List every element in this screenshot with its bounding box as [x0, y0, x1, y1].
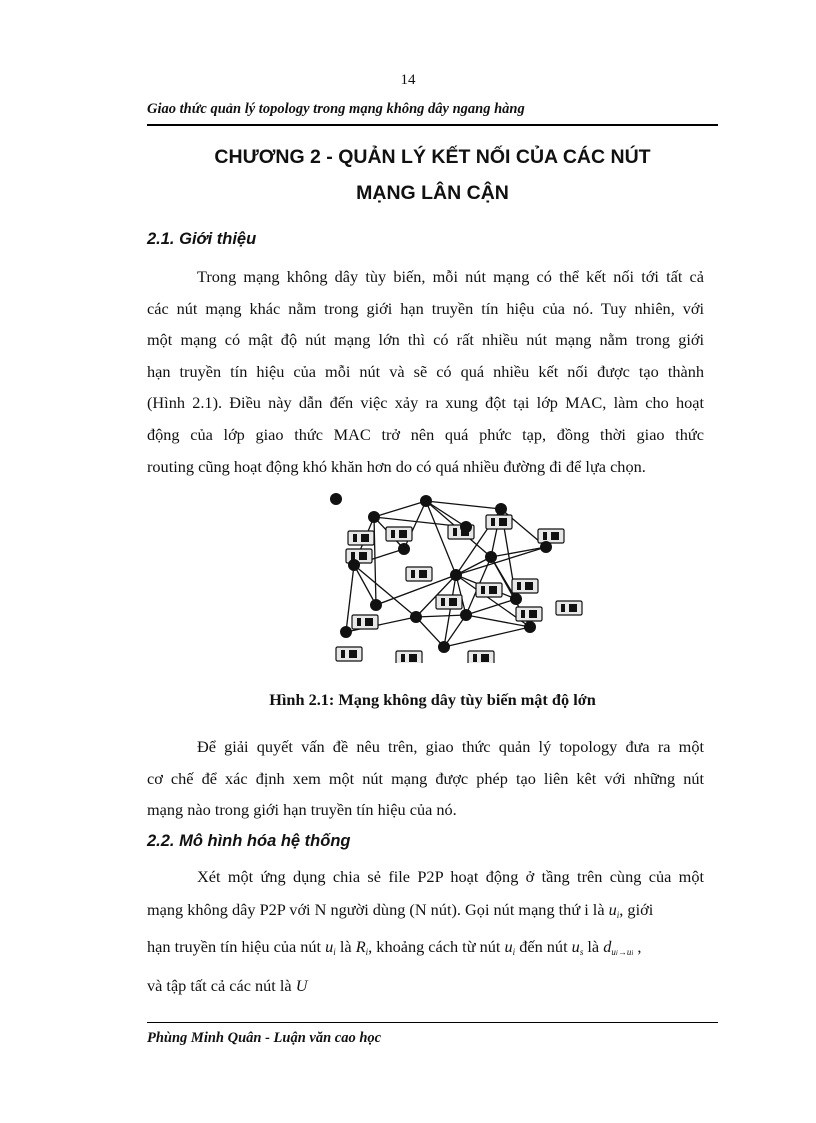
math-var: R — [355, 937, 366, 956]
network-hub — [370, 599, 382, 611]
section-heading-introduction: 2.1. Giới thiệu — [147, 230, 257, 248]
footer-text: Phùng Minh Quân - Luận văn cao học — [147, 1030, 382, 1046]
chapter-title — [147, 139, 718, 211]
paragraph-line — [147, 931, 704, 970]
text-run: là — [335, 937, 356, 956]
math-sub: i — [512, 947, 516, 957]
device-node — [396, 651, 422, 663]
math-var: u — [504, 937, 513, 956]
device-node — [556, 601, 582, 615]
network-hub — [340, 626, 352, 638]
network-hub — [450, 569, 462, 581]
math-sub-part: →u — [617, 947, 632, 957]
network-hub — [540, 541, 552, 553]
network-hub — [368, 511, 380, 523]
model-paragraph — [147, 861, 704, 1002]
header-rule — [147, 124, 718, 126]
math-var: U — [295, 975, 308, 995]
device-node — [512, 579, 538, 593]
math-var: u — [571, 937, 580, 956]
chapter-title-line2: MẠNG LÂN CẬN — [356, 182, 509, 204]
text-run: mạng không dây P2P với N người dùng (N nút). Gọi nút mạng thứ i là — [147, 899, 609, 919]
paragraph-line: routing cũng hoạt động khó khăn hơn do có quá nhiều đường đi để lựa chọn. — [147, 456, 646, 476]
network-diagram — [316, 487, 588, 663]
paragraph-line: động của lớp giao thức MAC trở nên quá phức tạp, đồng thời giao thức — [147, 424, 704, 444]
paragraph-line: hạn truyền tín hiệu của mỗi nút và sẽ có quá nhiều kết nối được tạo thành — [147, 361, 704, 381]
paragraph-line — [147, 970, 704, 1003]
text-run: là — [583, 937, 604, 956]
network-link — [374, 517, 376, 605]
figure-caption: Hình 2.1: Mạng không dây tùy biến mật độ lớn — [269, 690, 596, 709]
math-var: d — [603, 937, 612, 956]
text-run: , — [633, 937, 642, 956]
network-hub — [524, 621, 536, 633]
network-hub — [330, 493, 342, 505]
network-hub — [348, 559, 360, 571]
math-sub: i — [616, 909, 620, 920]
math-var: u — [608, 899, 617, 919]
network-hub — [510, 593, 522, 605]
intro-paragraph — [147, 261, 704, 482]
network-hub — [438, 641, 450, 653]
network-link — [374, 501, 426, 517]
page-number: 14 — [400, 72, 416, 88]
text-run: hạn truyền tín hiệu của nút — [147, 937, 326, 956]
network-figure — [316, 487, 588, 663]
device-node — [436, 595, 462, 609]
paragraph-line: cơ chế để xác định xem một nút mạng được phép tạo liên kêt với những nút — [147, 768, 704, 788]
text-run: , giới — [619, 899, 654, 919]
network-hub — [410, 611, 422, 623]
network-hub — [460, 521, 472, 533]
running-header: Giao thức quản lý topology trong mạng không dây ngang hàng — [147, 101, 525, 117]
network-hub — [485, 551, 497, 563]
device-node — [352, 615, 378, 629]
network-link — [416, 615, 466, 617]
section-heading-system-model: 2.2. Mô hình hóa hệ thống — [147, 832, 351, 850]
math-sub — [611, 947, 633, 957]
device-node — [406, 567, 432, 581]
network-link — [444, 627, 530, 647]
device-node — [386, 527, 412, 541]
text-run: , khoảng cách từ nút — [368, 937, 505, 956]
solution-paragraph — [147, 731, 704, 826]
network-link — [456, 547, 546, 575]
math-sub: i — [365, 947, 369, 957]
paragraph-line — [147, 894, 704, 932]
text-run: và tập tất cả các nút là — [147, 975, 296, 995]
math-sub-part: i — [615, 949, 618, 957]
network-hub — [420, 495, 432, 507]
device-node — [336, 647, 362, 661]
paragraph-line: Trong mạng không dây tùy biến, mỗi nút mạng có thể kết nối tới tất cả — [197, 267, 704, 286]
math-sub: i — [333, 947, 336, 957]
device-node — [538, 529, 564, 543]
device-node — [516, 607, 542, 621]
device-node — [348, 531, 374, 545]
network-hub — [398, 543, 410, 555]
device-node — [486, 515, 512, 529]
text-run: đến nút — [515, 937, 572, 956]
paragraph-line: Để giải quyết vấn đề nêu trên, giao thức quản lý topology đưa ra một — [197, 737, 704, 756]
network-link — [416, 617, 444, 647]
paragraph-line: các nút mạng khác nằm trong giới hạn truyền tín hiệu của nó. Tuy nhiên, với — [147, 298, 704, 318]
paragraph-line: Xét một ứng dụng chia sẻ file P2P hoạt động ở tầng trên cùng của một — [197, 867, 704, 886]
device-node — [476, 583, 502, 597]
chapter-title-line1: CHƯƠNG 2 - QUẢN LÝ KẾT NỐI CỦA CÁC NÚT — [214, 146, 651, 168]
paragraph-line: mạng nào trong giới hạn truyền tín hiệu của nó. — [147, 800, 457, 820]
math-var: u — [325, 937, 334, 956]
footer-rule — [147, 1022, 718, 1023]
network-hub — [460, 609, 472, 621]
network-hub — [495, 503, 507, 515]
network-link — [404, 501, 426, 549]
device-node — [468, 651, 494, 663]
paragraph-line: một mạng có mật độ nút mạng lớn thì có rất nhiều nút mạng nằm trong giới — [147, 330, 704, 350]
math-sub-part: u — [611, 947, 616, 957]
math-sub-part: i — [631, 949, 634, 957]
network-link — [354, 565, 376, 605]
math-sub: s — [579, 947, 584, 957]
paragraph-line: (Hình 2.1). Điều này dẫn đến việc xảy ra xung đột tại lớp MAC, làm cho hoạt — [147, 393, 704, 413]
